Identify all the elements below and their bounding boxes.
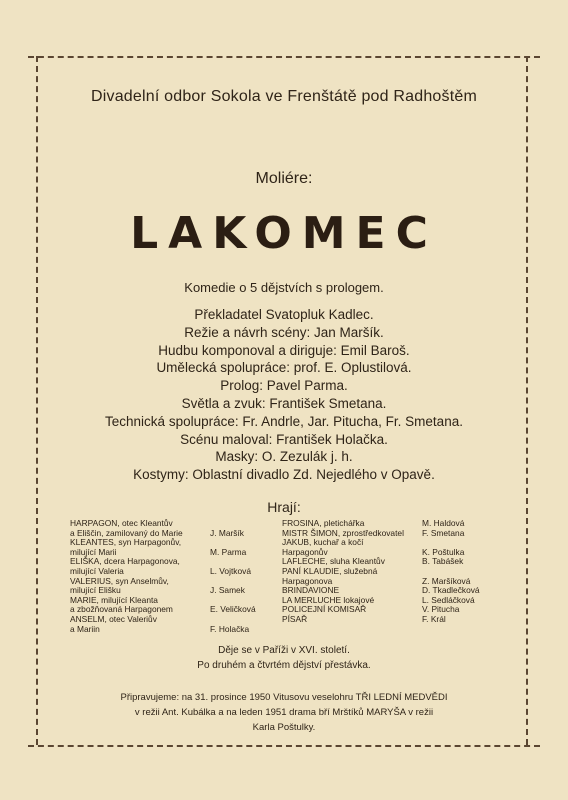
cast-role: PANÍ KLAUDIE, služebná xyxy=(282,565,378,576)
footer-line: v režii Ant. Kubálka a na leden 1951 drama bří Mrštíků MARYŠA v režii xyxy=(134,707,434,718)
cast-actor: M. Haldová xyxy=(422,518,465,528)
cast-actor: Z. Maršíková xyxy=(422,575,471,586)
cast-role: a Eliščin, zamilovaný do Marie xyxy=(70,527,183,538)
credit-line: Překladatel Svatopluk Kadlec. xyxy=(194,307,374,322)
setting-notes xyxy=(0,643,568,673)
cast-role: PÍSAŘ xyxy=(282,613,308,624)
credit-line: Kostymy: Oblastní divadlo Zd. Nejedlého v Opavě. xyxy=(133,467,435,483)
cast-role: milující Marii xyxy=(70,546,117,557)
cast-role: Harpagonův xyxy=(282,546,328,557)
border-top xyxy=(28,56,540,58)
cast-actor: F. Smetana xyxy=(422,527,465,538)
setting-line: Děje se v Paříži v XVI. století. xyxy=(218,645,350,656)
cast-role: MISTR ŠIMON, zprostředkovatel xyxy=(282,527,404,538)
border-bottom xyxy=(28,745,540,747)
cast-role: MARIE, milující Kleanta xyxy=(70,594,158,605)
cast-role: VALERIUS, syn Anselmův, xyxy=(70,575,169,586)
organizer-header: Divadelní odbor Sokola ve Frenštátě pod Radhoštěm xyxy=(90,88,478,105)
cast-role: JAKUB, kuchař a kočí xyxy=(282,537,364,548)
cast-actor: J. Maršík xyxy=(210,527,244,538)
credit-line: Umělecká spolupráce: prof. E. Oplustilová. xyxy=(156,360,412,376)
cast-actor: K. Poštulka xyxy=(422,546,465,557)
cast-actor: F. Král xyxy=(422,613,446,624)
footer-line: Připravujeme: na 31. prosince 1950 Vitusovu veselohru TŘI LEDNÍ MEDVĚDI xyxy=(120,692,448,703)
cast-role: FROSINA, pletichářka xyxy=(282,518,365,528)
cast-role: BRINDAVIONE xyxy=(282,585,340,596)
cast-role: ELIŠKA, dcera Harpagonova, xyxy=(70,556,180,567)
cast-role: POLICEJNÍ KOMISAŘ xyxy=(282,604,367,615)
cast-actor: J. Samek xyxy=(210,585,245,596)
cast-heading: Hrají: xyxy=(267,499,301,515)
cast-role: ANSELM, otec Valeriův xyxy=(70,613,157,624)
cast-row xyxy=(282,615,492,625)
credit-line: Hudbu komponoval a diriguje: Emil Baroš. xyxy=(158,342,410,358)
cast-role: Harpagonova xyxy=(282,575,333,586)
cast-actor: M. Parma xyxy=(210,546,247,557)
upcoming-notice xyxy=(60,690,508,735)
cast-row xyxy=(282,605,492,615)
credit-line: Masky: O. Zezulák j. h. xyxy=(215,449,353,465)
cast-role: KLEANTES, syn Harpagonův, xyxy=(70,537,182,548)
credits-list xyxy=(0,306,568,484)
cast-role: HARPAGON, otec Kleantův xyxy=(70,518,173,528)
cast-role: milující Elišku xyxy=(70,585,121,596)
cast-role: LA MERLUCHE lokajové xyxy=(282,594,375,605)
cast-role: a Mariin xyxy=(70,623,100,634)
credit-line: Světla a zvuk: František Smetana. xyxy=(181,395,387,411)
credit-line: Technická spolupráce: Fr. Andrle, Jar. Pitucha, Fr. Smetana. xyxy=(105,413,463,429)
cast-role: a zbožňovaná Harpagonem xyxy=(70,604,173,615)
cast-actor: V. Pitucha xyxy=(422,604,460,615)
intermission-line: Po druhém a čtvrtém dějství přestávka. xyxy=(197,660,371,671)
cast-column-left xyxy=(70,519,270,634)
credit-line: Scénu maloval: František Holačka. xyxy=(180,431,388,447)
cast-actor: F. Holačka xyxy=(210,623,250,634)
credit-line: Režie a návrh scény: Jan Maršík. xyxy=(184,324,384,340)
cast-row xyxy=(70,625,270,635)
cast-role: milující Valeria xyxy=(70,565,124,576)
footer-line: Karla Poštulky. xyxy=(252,722,316,733)
cast-actor: B. Tabášek xyxy=(422,556,464,567)
cast-actor: L. Sedláčková xyxy=(422,594,475,605)
credit-line: Prolog: Pavel Parma. xyxy=(220,378,348,394)
cast-actor: D. Tkadlečková xyxy=(422,585,480,596)
play-title: LAKOMEC xyxy=(130,208,438,259)
cast-actor: E. Veličková xyxy=(210,604,256,615)
author-name: Moliére: xyxy=(255,170,313,187)
cast-column-right xyxy=(282,519,492,625)
cast-role: LAFLECHE, sluha Kleantův xyxy=(282,556,385,567)
play-subtitle: Komedie o 5 dějstvích s prologem. xyxy=(184,280,384,295)
cast-actor: L. Vojtková xyxy=(210,565,251,576)
